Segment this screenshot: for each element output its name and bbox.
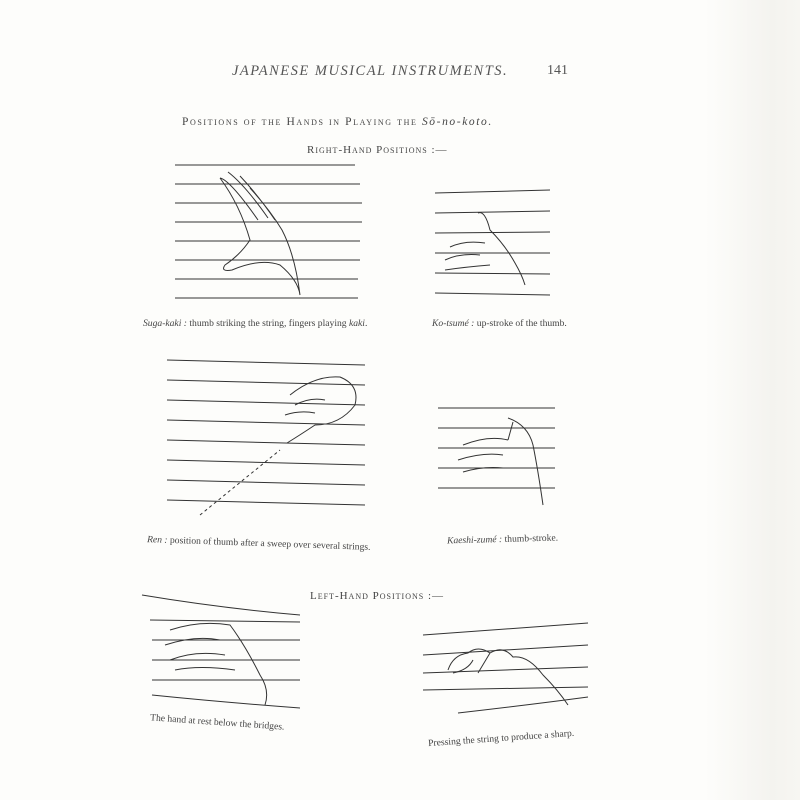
caption-text: thumb-stroke. bbox=[502, 532, 559, 546]
figure-suga-kaki bbox=[170, 160, 370, 310]
caption-term: kaki bbox=[348, 318, 365, 329]
running-title: JAPANESE MUSICAL INSTRUMENTS. bbox=[232, 63, 509, 79]
caption-term: Ko-tsumé : bbox=[432, 318, 475, 329]
page-edge-shadow bbox=[705, 0, 800, 800]
caption-term: Suga-kaki : bbox=[143, 318, 187, 329]
right-hand-heading: Right-Hand Positions :— bbox=[307, 144, 448, 156]
page-number: 141 bbox=[547, 63, 568, 78]
figure-ren bbox=[165, 355, 375, 525]
title-text: Positions of the Hands in Playing the bbox=[182, 116, 422, 128]
caption-ko-tsume bbox=[432, 318, 567, 329]
title-instrument: Sō-no-koto. bbox=[421, 116, 493, 128]
figure-ko-tsume bbox=[430, 185, 560, 300]
figure-kaeshi-zume bbox=[433, 400, 563, 510]
caption-text: up-stroke of the thumb. bbox=[474, 318, 567, 329]
caption-text: position of thumb after a sweep over several strings. bbox=[167, 534, 371, 553]
caption-hand-at-rest: The hand at rest below the bridges. bbox=[149, 712, 285, 733]
caption-term: Ren : bbox=[146, 534, 168, 546]
caption-text: thumb striking the string, fingers playing bbox=[186, 318, 349, 329]
caption-ren bbox=[147, 534, 371, 553]
caption-kaeshi-zume bbox=[447, 533, 558, 547]
caption-text: . bbox=[364, 318, 368, 329]
caption-term: Kaeshi-zumé : bbox=[446, 534, 503, 547]
figure-pressing-string bbox=[418, 615, 593, 715]
left-hand-heading: Left-Hand Positions :— bbox=[310, 590, 444, 602]
caption-pressing-string: Pressing the string to produce a sharp. bbox=[427, 727, 575, 750]
caption-suga-kaki bbox=[143, 318, 367, 329]
plate-title bbox=[182, 116, 493, 128]
figure-hand-at-rest bbox=[140, 590, 310, 720]
